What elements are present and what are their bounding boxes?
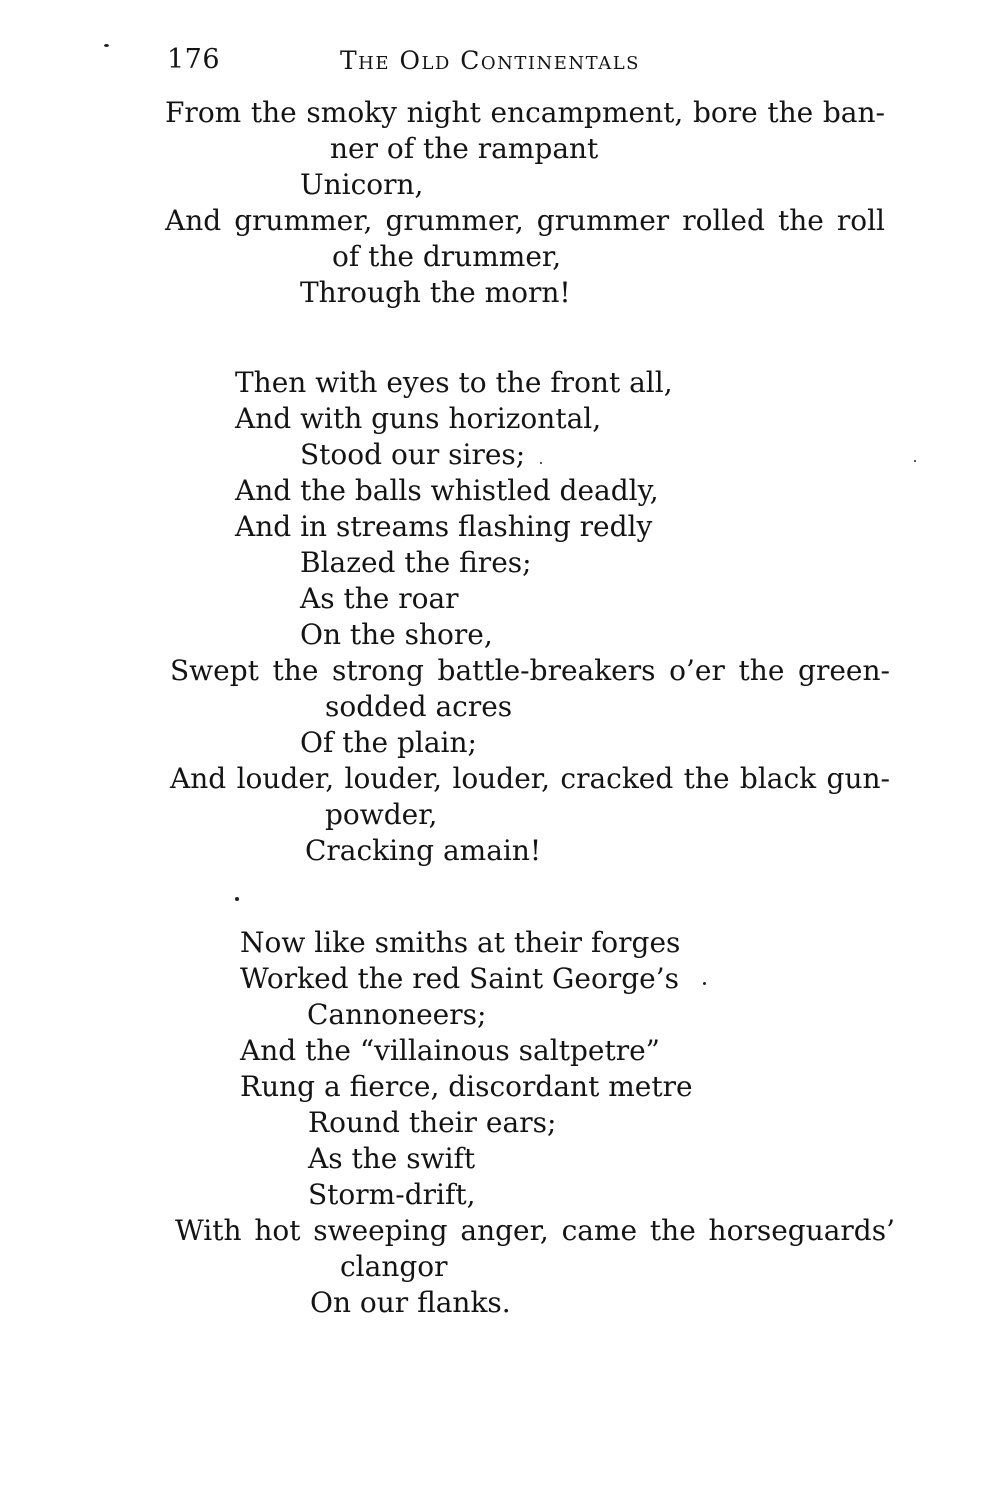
poem-line: Cracking amain! xyxy=(305,834,542,867)
poem-line: Through the morn! xyxy=(300,276,571,309)
poem-line: And louder, louder, louder, cracked the black gun- xyxy=(170,762,890,795)
poem-line: On our flanks. xyxy=(310,1286,511,1319)
scan-speck xyxy=(703,982,706,985)
poem-line: And the “villainous saltpetre” xyxy=(240,1034,660,1067)
poem-line: clangor xyxy=(340,1250,448,1283)
poem-line: Unicorn, xyxy=(300,168,424,201)
poem-line: of the drummer, xyxy=(332,240,562,273)
scan-speck xyxy=(104,44,109,47)
scan-speck xyxy=(540,462,542,464)
poem-line: Rung a fierce, discordant metre xyxy=(240,1070,693,1103)
poem-line: With hot sweeping anger, came the horseguards’ xyxy=(175,1214,895,1247)
poem-line: Storm-drift, xyxy=(308,1178,476,1211)
running-head xyxy=(0,40,1000,84)
poem-line: ner of the rampant xyxy=(330,132,599,165)
scan-speck xyxy=(235,897,239,901)
poem-line: And the balls whistled deadly, xyxy=(235,474,659,507)
poem-line: Then with eyes to the front all, xyxy=(235,366,673,399)
page-number: 176 xyxy=(167,44,221,75)
poem-line: Stood our sires; xyxy=(300,438,526,471)
poem-line: As the swift xyxy=(308,1142,476,1175)
running-title: The Old Continentals xyxy=(340,46,640,75)
poem-line: Swept the strong battle-breakers o’er the green- xyxy=(170,654,890,687)
poem-line: powder, xyxy=(325,798,438,831)
poem-line: And with guns horizontal, xyxy=(235,402,602,435)
poem-line: Of the plain; xyxy=(300,726,477,759)
poem-line: Round their ears; xyxy=(308,1106,557,1139)
poem-line: As the roar xyxy=(300,582,459,615)
poem-line: Worked the red Saint George’s xyxy=(240,962,679,995)
poem-line: Blazed the fires; xyxy=(300,546,532,579)
scan-speck xyxy=(914,460,916,462)
poem-line: From the smoky night encampment, bore the ban- xyxy=(165,96,885,129)
poem-line: sodded acres xyxy=(325,690,513,723)
poem-line: And in streams flashing redly xyxy=(235,510,653,543)
poem-line: On the shore, xyxy=(300,618,493,651)
poem-line: Cannoneers; xyxy=(307,998,487,1031)
poem-line: Now like smiths at their forges xyxy=(240,926,681,959)
poem-line: And grummer, grummer, grummer rolled the roll xyxy=(165,204,885,237)
